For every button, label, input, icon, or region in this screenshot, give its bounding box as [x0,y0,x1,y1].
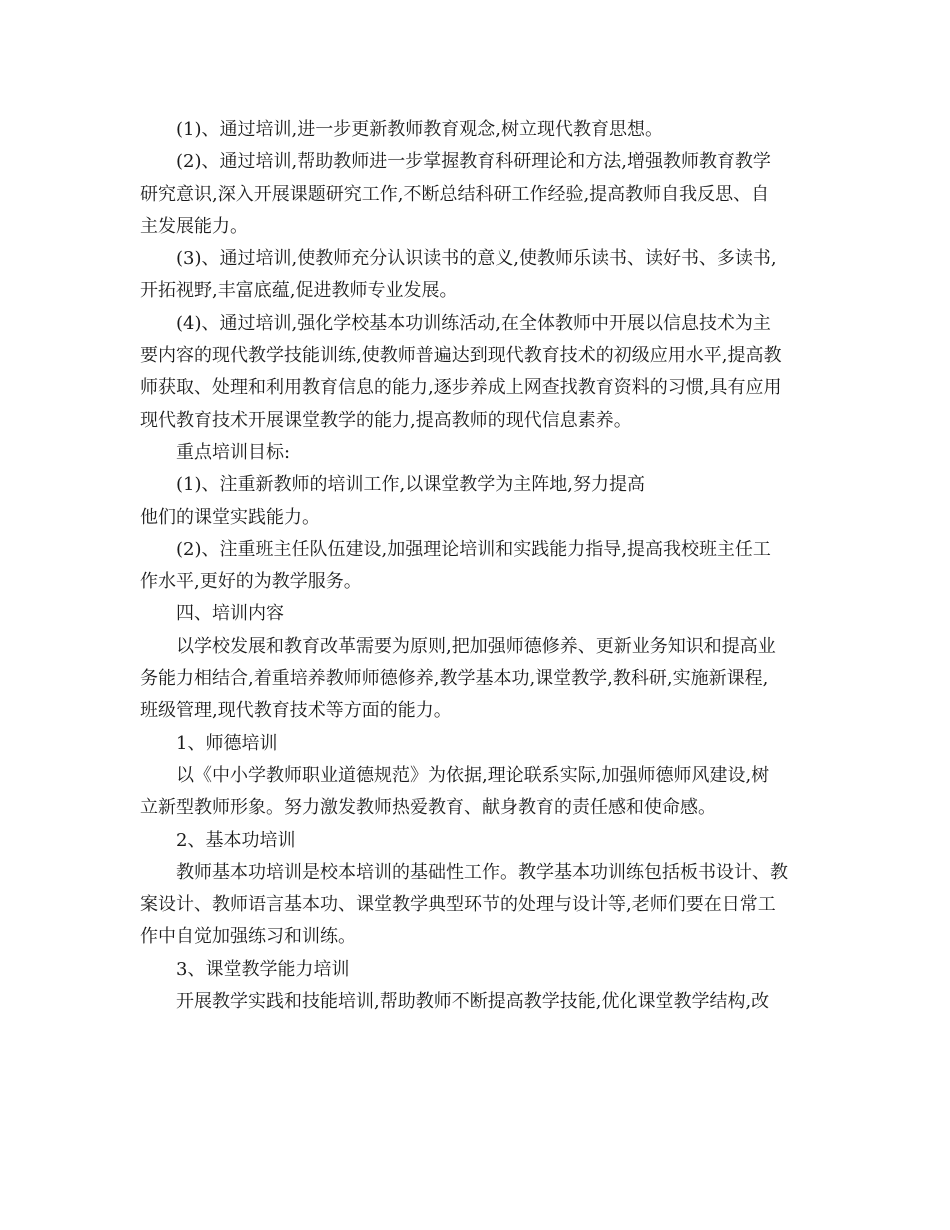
heading-basic-skills-training [140,825,820,857]
text-line: 主发展能力。 [140,215,248,237]
text-line: 现代教育技术开展课堂教学的能力,提高教师的现代信息素养。 [140,409,632,431]
text-line: (2)、注重班主任队伍建设,加强理论培训和实践能力指导,提高我校班主任工 [176,538,771,560]
paragraph-goal-1 [140,114,820,146]
paragraph-goal-2 [140,146,820,243]
text-line: 立新型教师形象。努力激发教师热爱教育、献身教育的责任感和使命感。 [140,797,716,819]
paragraph-content-principle [140,631,820,728]
text-line: 要内容的现代教学技能训练,使教师普遍达到现代教育技术的初级应用水平,提高教 [140,345,782,367]
paragraph-basic-skills-training [140,857,820,954]
text-line: (2)、通过培训,帮助教师进一步掌握教育科研理论和方法,增强教师教育教学 [176,151,771,173]
text-line: 务能力相结合,着重培养教师师德修养,教学基本功,课堂教学,教科研,实施新课程, [140,668,769,690]
text-line: 研究意识,深入开展课题研究工作,不断总结科研工作经验,提高教师自我反思、自 [140,183,770,205]
paragraph-ethics-training [140,760,820,825]
heading-key-goals [140,437,820,469]
text-line: (3)、通过培训,使教师充分认识读书的意义,使教师乐读书、读好书、多读书, [176,248,777,270]
text-line: 师获取、处理和利用教育信息的能力,逐步养成上网查找教育资料的习惯,具有应用 [140,377,782,399]
text-line: 开展教学实践和技能培训,帮助教师不断提高教学技能,优化课堂教学结构,改 [176,991,770,1013]
paragraph-goal-3 [140,243,820,308]
text-line: 班级管理,现代教育技术等方面的能力。 [140,700,452,722]
text-line: 1、师德培训 [176,732,278,754]
text-line: 他们的课堂实践能力。 [140,506,320,528]
text-line: 教师基本功培训是校本培训的基础性工作。教学基本功训练包括板书设计、教 [176,861,788,883]
text-line: 以《中小学教师职业道德规范》为依据,理论联系实际,加强师德师风建设,树 [176,764,770,786]
text-line: 以学校发展和教育改革需要为原则,把加强师德修养、更新业务知识和提高业 [176,635,776,657]
text-line: (1)、注重新教师的培训工作,以课堂教学为主阵地,努力提高 [176,474,645,496]
text-line: 四、培训内容 [176,603,284,625]
text-line: 3、课堂教学能力培训 [176,958,350,980]
text-line: (4)、通过培训,强化学校基本功训练活动,在全体教师中开展以信息技术为主 [176,312,771,334]
text-line: 2、基本功培训 [176,829,296,851]
text-line: (1)、通过培训,进一步更新教师教育观念,树立现代教育思想。 [176,119,663,140]
text-line: 开拓视野,丰富底蕴,促进教师专业发展。 [140,280,458,302]
document-page [140,114,820,1018]
heading-training-content [140,598,820,630]
text-line: 作中自觉加强练习和训练。 [140,926,356,948]
text-line: 重点培训目标: [176,441,291,463]
heading-ethics-training [140,728,820,760]
paragraph-classroom-teaching-training [140,986,820,1018]
paragraph-key-goal-2 [140,534,820,599]
paragraph-key-goal-1 [140,469,820,501]
paragraph-key-goal-1-cont [140,502,820,534]
text-line: 案设计、教师语言基本功、课堂教学典型环节的处理与设计等,老师们要在日常工 [140,894,776,916]
heading-classroom-teaching-training [140,954,820,986]
paragraph-goal-4 [140,308,820,437]
text-line: 作水平,更好的为教学服务。 [140,571,362,593]
